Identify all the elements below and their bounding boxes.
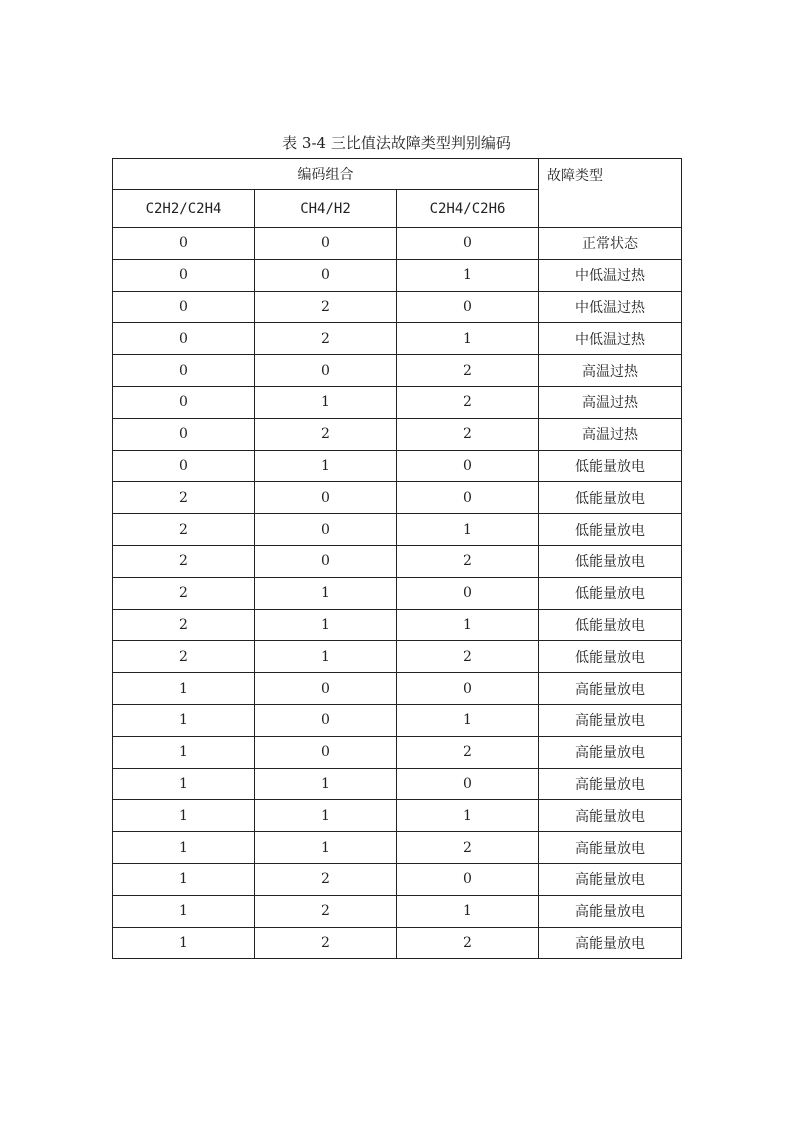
code-c2h2-c2h4-cell: 0 xyxy=(113,355,255,387)
code-c2h2-c2h4-cell: 0 xyxy=(113,418,255,450)
code-c2h2-c2h4-cell: 0 xyxy=(113,323,255,355)
table-row xyxy=(113,514,682,546)
fault-type-cell: 低能量放电 xyxy=(539,450,682,482)
code-c2h2-c2h4-cell: 2 xyxy=(113,609,255,641)
code-c2h4-c2h6-cell: 2 xyxy=(397,927,539,959)
fault-type-cell: 高能量放电 xyxy=(539,673,682,705)
code-ch4-h2-cell: 0 xyxy=(255,259,397,291)
fault-type-cell: 高能量放电 xyxy=(539,863,682,895)
code-c2h4-c2h6-cell: 2 xyxy=(397,418,539,450)
table-row xyxy=(113,800,682,832)
code-ch4-h2-cell: 2 xyxy=(255,418,397,450)
table-row xyxy=(113,291,682,323)
code-c2h2-c2h4-cell: 1 xyxy=(113,768,255,800)
table-row xyxy=(113,228,682,260)
fault-type-cell: 中低温过热 xyxy=(539,323,682,355)
fault-type-cell: 中低温过热 xyxy=(539,291,682,323)
table-row xyxy=(113,863,682,895)
code-c2h2-c2h4-cell: 1 xyxy=(113,800,255,832)
code-c2h4-c2h6-cell: 1 xyxy=(397,800,539,832)
code-c2h2-c2h4-cell: 2 xyxy=(113,482,255,514)
table-row xyxy=(113,641,682,673)
code-combination-header: 编码组合 xyxy=(113,159,539,190)
code-ch4-h2-cell: 1 xyxy=(255,450,397,482)
code-ch4-h2-cell: 1 xyxy=(255,768,397,800)
code-c2h2-c2h4-cell: 1 xyxy=(113,895,255,927)
code-ch4-h2-cell: 1 xyxy=(255,800,397,832)
code-c2h2-c2h4-cell: 1 xyxy=(113,863,255,895)
code-ch4-h2-cell: 1 xyxy=(255,609,397,641)
table-row xyxy=(113,704,682,736)
code-c2h4-c2h6-cell: 0 xyxy=(397,863,539,895)
column-header-c2h4-c2h6: C2H4/C2H6 xyxy=(397,190,539,228)
code-ch4-h2-cell: 1 xyxy=(255,641,397,673)
code-c2h2-c2h4-cell: 1 xyxy=(113,832,255,864)
code-ch4-h2-cell: 2 xyxy=(255,323,397,355)
code-ch4-h2-cell: 1 xyxy=(255,577,397,609)
table-row xyxy=(113,323,682,355)
code-c2h2-c2h4-cell: 2 xyxy=(113,545,255,577)
fault-type-cell: 高温过热 xyxy=(539,418,682,450)
table-row xyxy=(113,418,682,450)
table-row xyxy=(113,450,682,482)
code-ch4-h2-cell: 1 xyxy=(255,832,397,864)
table-row xyxy=(113,259,682,291)
fault-type-cell: 高能量放电 xyxy=(539,704,682,736)
code-c2h4-c2h6-cell: 2 xyxy=(397,355,539,387)
code-ch4-h2-cell: 0 xyxy=(255,704,397,736)
code-ch4-h2-cell: 2 xyxy=(255,895,397,927)
fault-type-cell: 正常状态 xyxy=(539,228,682,260)
code-c2h4-c2h6-cell: 0 xyxy=(397,673,539,705)
table-row xyxy=(113,673,682,705)
column-header-ch4-h2: CH4/H2 xyxy=(255,190,397,228)
fault-type-cell: 低能量放电 xyxy=(539,609,682,641)
code-c2h4-c2h6-cell: 1 xyxy=(397,704,539,736)
table-row xyxy=(113,832,682,864)
code-ch4-h2-cell: 0 xyxy=(255,355,397,387)
table-row xyxy=(113,927,682,959)
table-row xyxy=(113,482,682,514)
fault-type-cell: 低能量放电 xyxy=(539,514,682,546)
code-c2h4-c2h6-cell: 2 xyxy=(397,736,539,768)
code-ch4-h2-cell: 2 xyxy=(255,291,397,323)
code-ch4-h2-cell: 0 xyxy=(255,228,397,260)
code-c2h4-c2h6-cell: 0 xyxy=(397,228,539,260)
table-row xyxy=(113,355,682,387)
code-c2h2-c2h4-cell: 2 xyxy=(113,641,255,673)
code-ch4-h2-cell: 0 xyxy=(255,545,397,577)
table-row xyxy=(113,895,682,927)
code-c2h4-c2h6-cell: 2 xyxy=(397,545,539,577)
code-c2h2-c2h4-cell: 1 xyxy=(113,704,255,736)
code-ch4-h2-cell: 2 xyxy=(255,927,397,959)
code-c2h4-c2h6-cell: 0 xyxy=(397,768,539,800)
code-c2h2-c2h4-cell: 2 xyxy=(113,577,255,609)
code-c2h2-c2h4-cell: 0 xyxy=(113,450,255,482)
fault-type-cell: 低能量放电 xyxy=(539,577,682,609)
fault-type-cell: 高能量放电 xyxy=(539,895,682,927)
code-ch4-h2-cell: 2 xyxy=(255,863,397,895)
code-c2h2-c2h4-cell: 0 xyxy=(113,386,255,418)
fault-code-table xyxy=(112,158,682,959)
code-c2h2-c2h4-cell: 0 xyxy=(113,291,255,323)
code-c2h2-c2h4-cell: 0 xyxy=(113,228,255,260)
code-ch4-h2-cell: 1 xyxy=(255,386,397,418)
fault-type-cell: 高温过热 xyxy=(539,386,682,418)
code-c2h4-c2h6-cell: 0 xyxy=(397,577,539,609)
code-c2h4-c2h6-cell: 0 xyxy=(397,450,539,482)
code-ch4-h2-cell: 0 xyxy=(255,482,397,514)
code-c2h4-c2h6-cell: 0 xyxy=(397,482,539,514)
code-c2h4-c2h6-cell: 1 xyxy=(397,259,539,291)
table-body xyxy=(113,228,682,959)
fault-type-header: 故障类型 xyxy=(539,159,682,228)
code-c2h4-c2h6-cell: 0 xyxy=(397,291,539,323)
code-c2h4-c2h6-cell: 1 xyxy=(397,323,539,355)
fault-type-cell: 高能量放电 xyxy=(539,768,682,800)
code-c2h4-c2h6-cell: 1 xyxy=(397,609,539,641)
fault-type-cell: 高能量放电 xyxy=(539,832,682,864)
table-row xyxy=(113,609,682,641)
fault-type-cell: 高温过热 xyxy=(539,355,682,387)
code-c2h2-c2h4-cell: 2 xyxy=(113,514,255,546)
code-c2h2-c2h4-cell: 0 xyxy=(113,259,255,291)
code-c2h2-c2h4-cell: 1 xyxy=(113,927,255,959)
code-c2h2-c2h4-cell: 1 xyxy=(113,673,255,705)
fault-type-cell: 低能量放电 xyxy=(539,545,682,577)
code-c2h2-c2h4-cell: 1 xyxy=(113,736,255,768)
fault-type-cell: 高能量放电 xyxy=(539,736,682,768)
fault-type-cell: 低能量放电 xyxy=(539,641,682,673)
code-c2h4-c2h6-cell: 1 xyxy=(397,514,539,546)
fault-type-cell: 中低温过热 xyxy=(539,259,682,291)
table-caption: 表 3-4 三比值法故障类型判别编码 xyxy=(282,134,511,152)
table-row xyxy=(113,545,682,577)
code-ch4-h2-cell: 0 xyxy=(255,736,397,768)
fault-type-cell: 高能量放电 xyxy=(539,927,682,959)
fault-type-cell: 低能量放电 xyxy=(539,482,682,514)
code-c2h4-c2h6-cell: 2 xyxy=(397,641,539,673)
column-header-c2h2-c2h4: C2H2/C2H4 xyxy=(113,190,255,228)
code-c2h4-c2h6-cell: 1 xyxy=(397,895,539,927)
code-c2h4-c2h6-cell: 2 xyxy=(397,386,539,418)
code-ch4-h2-cell: 0 xyxy=(255,514,397,546)
table-row xyxy=(113,386,682,418)
table-row xyxy=(113,768,682,800)
table-row xyxy=(113,736,682,768)
table-row xyxy=(113,577,682,609)
code-ch4-h2-cell: 0 xyxy=(255,673,397,705)
fault-type-cell: 高能量放电 xyxy=(539,800,682,832)
code-c2h4-c2h6-cell: 2 xyxy=(397,832,539,864)
